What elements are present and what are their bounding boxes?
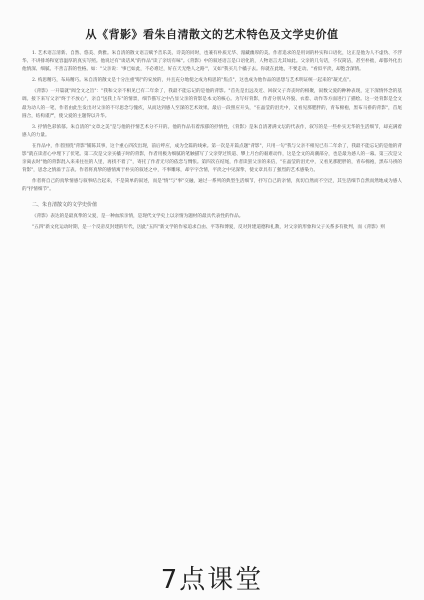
watermark-caption: 7点课堂	[160, 565, 264, 595]
document-body	[22, 26, 402, 235]
paragraph-3: 《背影》一开篇就"阀全文之旨"："我和父亲不相见已有二年余了，我最不能忘记的是他的背影。"首先是出远及近、回叙父子奔丧时的相聚，叙数父爱的种种表现，定下深情怀念的基调。接下来写父亲"终于不放心"，亲自"送我上车"的情景，细节描写之中凸显父亲的背影是本文的核心。为写好背影，作者分别从外貌、衣着、动作等方面进行了描绘。这一处背影是全文最为动人的一笔，作者由此生发出对父亲的不尽思念与愧疚，从而达到感人至深的艺术效果。最后一段照应开头，"在晶莹的泪光中，又看见那肥胖的，青布棉袍，黑布马褂的背影"，首尾圆合，结构谨严，使父爱的主题得以升华。	[22, 89, 402, 119]
paragraph-1: 1. 艺术语言清新、自然、悠美、典雅。朱自清的散文语言赋予音乐美、诗美的同时，也兼有朴质无华、漫藏幽厚的美。作者追求的是用词的朴实和口语化，这正是他为人不虚伪、不浮华、不讲排场和宽容温厚的真实写照。他说过有"谈话风"的作品"读了亲切有味"。《背影》中的叙述语言是口语化的，人物语言尤其如此。父亲的几句话，不仅简洁，甚至朴拙，却都外化出他情深、细腻、不善言辞的性格。如："父亲说：'事已如此，不必难过，好在天无绝人之路'"，又如"我买几个橘子去。你就在此地，不要走动。"看似平淡，却饱含深情。	[22, 51, 402, 73]
paragraph-7: 《背影》表达的是最真挚的父爱，是一种血浓亲情，是现代文学史上以亲情为题材的最具代表性的作品。	[32, 213, 244, 219]
paragraph-4: 3. 抒情色彩浓郁。朱自清的"文章之美"是与他的抒情艺术分不开的。他的作品有着浓郁的抒情性，《背影》是朱自清著满文坛的代表作，叙写的是一些朴实无华的生活细节，却充满着感人的力量。	[22, 124, 402, 138]
section-heading: 二、朱自清散文的文学史价值	[32, 201, 98, 208]
paragraph-6: 作者将自己的真挚情感与叙事结合起来，不是简单的叙述，而是"情"与"事"交融，通过一系列的典型生活细节，抒写自己的亲情，真切自然而不空泛，其生活细节自然而然地成为感人的"抒情细节"。	[22, 179, 402, 193]
document-title: 从《背影》看朱自清散文的艺术特色及文学史价值	[85, 28, 339, 41]
paragraph-8: "五四"新文化运动时期，是一个反帝反封建的年代，因此"五四"新文学的作家追求自由、平等和博爱，反对封建道德和礼教，对父亲的形象和父子关系多有批判，而《背影》则	[32, 224, 385, 230]
paragraph-2: 2. 构思精巧，布局精巧。朱自清的散文是十分注重"眼"的安放的，并且充分地使之成为构思的"焦点"，这也成为他作品的思想与艺术明证统一起来的"凝光点"。	[32, 78, 354, 84]
paragraph-5: 在作品中，作者围绕"背影"铺陈其事，这个重心四次出现，前后呼应，成为全篇的线索。第一次是开篇点题"背影"，只用一句"我与父亲不相见已有二年余了，我最不能忘记的是他的背影"就在读者心中埋下了伏笔。第二次是父亲买橘子时的背影，作者用极为细腻的笔触描写了父亲穿过铁道、攀上月台的艰难动作，这是全文的高潮部分，也是最为感人的一幕。第三次是父亲离去时"他的背影混入来来往往的人里，再找不着了"，寄托了作者无尽的依恋与惆怅。第四次在结尾，作者读罢父亲的来信，"在晶莹的泪光中，又看见那肥胖的，青布棉袍，黑布马褂的背影"，思念之情溢于言表。作者将真挚的感情寓于朴实的叙述之中，不事雕琢，却字字含情，平淡之中见深挚，使文章具有了强烈的艺术感染力。	[22, 143, 402, 174]
